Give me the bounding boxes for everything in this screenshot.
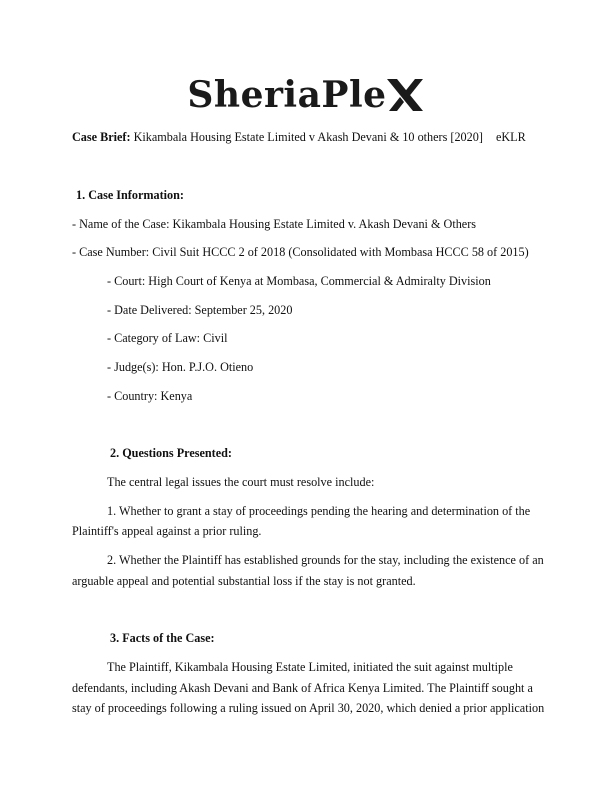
- question-1-line-2: Plaintiff's appeal against a prior ruling.: [72, 524, 262, 538]
- section-heading-case-information: 1. Case Information:: [76, 188, 184, 202]
- case-brief-line: [72, 129, 526, 145]
- case-brief-title: Kikambala Housing Estate Limited v Akash Devani & 10 others [2020]: [133, 130, 483, 144]
- question-1-line-1: 1. Whether to grant a stay of proceedings pending the hearing and determination of the: [107, 504, 531, 518]
- question-2-line-2: arguable appeal and potential substantial loss if the stay is not granted.: [72, 574, 416, 588]
- case-brief-label: Case Brief:: [72, 130, 131, 144]
- section-heading-questions: 2. Questions Presented:: [110, 446, 232, 460]
- case-brief-suffix: eKLR: [495, 130, 526, 144]
- facts-line-1: The Plaintiff, Kikambala Housing Estate Limited, initiated the suit against multiple: [107, 660, 513, 674]
- questions-intro: The central legal issues the court must resolve include:: [107, 475, 375, 489]
- sheriaplex-logo: [0, 74, 612, 116]
- case-name: - Name of the Case: Kikambala Housing Estate Limited v. Akash Devani & Others: [72, 217, 477, 231]
- case-judge: - Judge(s): Hon. P.J.O. Otieno: [107, 360, 254, 374]
- logo-text: SheriaPle: [187, 74, 387, 116]
- case-country: - Country: Kenya: [107, 389, 193, 403]
- case-category: - Category of Law: Civil: [107, 331, 228, 345]
- case-number: - Case Number: Civil Suit HCCC 2 of 2018 (Consolidated with Mombasa HCCC 58 of 2015): [72, 245, 529, 259]
- facts-line-2: defendants, including Akash Devani and Bank of Africa Kenya Limited. The Plaintiff sought a: [72, 681, 533, 695]
- logo-x-mark-icon: [385, 77, 425, 113]
- question-2-line-1: 2. Whether the Plaintiff has established grounds for the stay, including the existence of an: [107, 553, 544, 567]
- case-date: - Date Delivered: September 25, 2020: [107, 303, 293, 317]
- section-heading-facts: 3. Facts of the Case:: [110, 631, 215, 645]
- case-court: - Court: High Court of Kenya at Mombasa, Commercial & Admiralty Division: [107, 274, 491, 288]
- facts-line-3: stay of proceedings following a ruling issued on April 30, 2020, which denied a prior application: [72, 701, 545, 715]
